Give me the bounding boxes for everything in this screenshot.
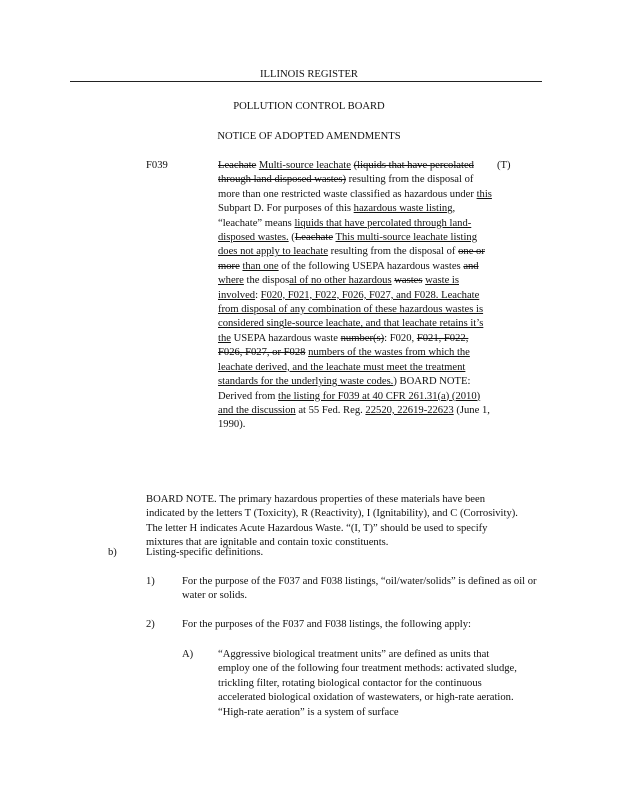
item-2-text: For the purposes of the F037 and F038 listings, the following apply: <box>182 619 471 630</box>
section-b-label: b) <box>108 547 117 558</box>
f039-description: Leachate Multi-source leachate (liquids that have percolated through land disposed wastes) resulting from the disposal of more than one restricted waste classified as hazardous under this Subpart D. For purposes of this hazardous waste listing, “leachate” means liquids that have percolated through land-disposed wastes. (Leachate This multi-source leachate listing does not apply to leachate resulting from the disposal of one or more than one of the following USEPA hazardous wastes and where the disposal of no other hazardous wastes waste is involved: F020, F021, F022, F026, F027, and F028. Leachate from disposal of any combination of these hazardous wastes is considered single-source leachate, and that leachate retains it’s the USEPA hazardous waste number(s): F020, F021, F022, F026, F027, or F028 numbers of the wastes from which the leachate derived, and the leachate must meet the treatment standards for the underlying waste codes.) BOARD NOTE: Derived from the listing for F039 at 40 CFR 261.31(a) (2010) and the discussion at 55 Fed. Reg. 22520, 22619-22623 (June 1, 1990). <box>218 160 492 431</box>
board-title: POLLUTION CONTROL BOARD <box>233 101 385 112</box>
item-1-text: For the purpose of the F037 and F038 listings, “oil/water/solids” is defined as oil or water or solids. <box>182 576 537 602</box>
waste-code: F039 <box>146 160 168 171</box>
item-2a-label: A) <box>182 649 194 660</box>
section-b-title: Listing-specific definitions. <box>146 547 264 558</box>
board-note: BOARD NOTE. The primary hazardous properties of these materials have been indicated by the letters T (Toxicity), R (Reactivity), I (Ignitability), and C (Corrosivity). The letter H indicates Acute Hazardous Waste. “(I, T)” should be used to specify mixtures that are ignitable and contain toxic constituents. <box>146 494 518 549</box>
item-2-label: 2) <box>146 619 155 630</box>
item-2a-text: “Aggressive biological treatment units” are defined as units that employ one of the following four treatment methods: activated sludge, trickling filter, rotating biological contactor for the continuous accelerated biological oxidation of wastewaters, or high-rate aeration. “High-rate aeration” is a system of surface <box>218 649 517 718</box>
header-rule <box>70 81 542 82</box>
register-title: ILLINOIS REGISTER <box>260 69 358 80</box>
notice-title: NOTICE OF ADOPTED AMENDMENTS <box>217 131 401 142</box>
item-1-label: 1) <box>146 576 155 587</box>
hazard-code: (T) <box>497 160 511 171</box>
